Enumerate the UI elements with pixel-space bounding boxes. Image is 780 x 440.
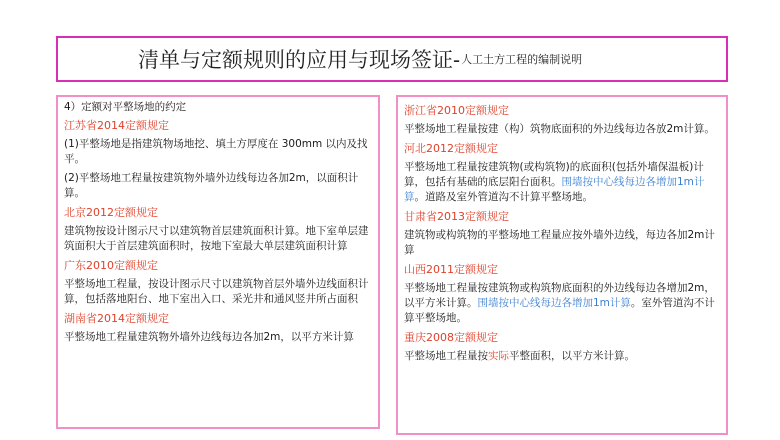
section-title-chongqing: 重庆2008定额规定 [404, 331, 498, 344]
gansu-rule: 建筑物或构筑物的平整场地工程量应按外墙外边线，每边各加2m计算 [404, 229, 715, 256]
shanxi-rule-text: 平整场地工程量按建筑物或构筑物底面积的外边线每边各增加2m，以平方米计算。 [404, 282, 715, 309]
page-subtitle: 人工土方工程的编制说明 [461, 53, 583, 66]
shanxi-rule-text-after: 。室外管道沟不计算平整场地。 [404, 297, 715, 324]
shanxi-rule-highlight: 围墙按中心线每边各增加1m计算 [477, 297, 631, 309]
guangdong-rule: 平整场地工程量，按设计图示尺寸以建筑物首层外墙外边线面积计算，包括落地阳台、地下室出入口、采光井和通风竖井所占面积 [64, 278, 369, 305]
chongqing-rule-text: 平整场地工程量按 [404, 350, 488, 362]
section-title-shanxi: 山西2011定额规定 [404, 263, 498, 276]
hebei-rule-highlight: 围墙按中心线每边各增加1m计算 [404, 176, 705, 203]
jiangsu-rule-1: (1)平整场地是指建筑物场地挖、填土方厚度在 300mm 以内及找平。 [64, 138, 368, 165]
beijing-rule: 建筑物按设计图示尺寸以建筑物首层建筑面积计算。地下室单层建筑面积大于首层建筑面积时，按地下室最大单层建筑面积计算 [64, 225, 369, 252]
section-title-beijing: 北京2012定额规定 [64, 206, 158, 219]
jiangsu-rule-2: (2)平整场地工程量按建筑物外墙外边线每边各加2m，以面积计算。 [64, 172, 359, 199]
section-title-zhejiang: 浙江省2010定额规定 [404, 104, 509, 117]
right-panel [396, 95, 728, 435]
shanxi-rule [404, 281, 720, 326]
section-title-hebei: 河北2012定额规定 [404, 142, 498, 155]
left-panel [56, 95, 380, 429]
page-title: 清单与定额规则的应用与现场签证- [138, 48, 461, 72]
chongqing-rule-text-after: 平整面积，以平方米计算。 [509, 350, 635, 362]
left-intro: 4）定额对平整场地的约定 [64, 101, 187, 113]
section-title-jiangsu: 江苏省2014定额规定 [64, 119, 169, 132]
zhejiang-rule: 平整场地工程量按建（构）筑物底面积的外边线每边各放2m计算。 [404, 123, 715, 135]
section-title-hunan: 湖南省2014定额规定 [64, 312, 169, 325]
section-title-gansu: 甘肃省2013定额规定 [404, 210, 509, 223]
hunan-rule: 平整场地工程量建筑物外墙外边线每边各加2m，以平方米计算 [64, 331, 354, 343]
chongqing-rule-highlight: 实际 [488, 350, 509, 362]
title-box [56, 36, 728, 82]
chongqing-rule [404, 349, 720, 364]
hebei-rule [404, 160, 720, 205]
hebei-rule-text-after: 。道路及室外管道沟不计算平整场地。 [414, 191, 593, 203]
section-title-guangdong: 广东2010定额规定 [64, 259, 158, 272]
hebei-rule-text: 平整场地工程量按建筑物(或构筑物)的底面积(包括外墙保温板)计算，包括有基础的底层阳台面积。 [404, 161, 704, 188]
